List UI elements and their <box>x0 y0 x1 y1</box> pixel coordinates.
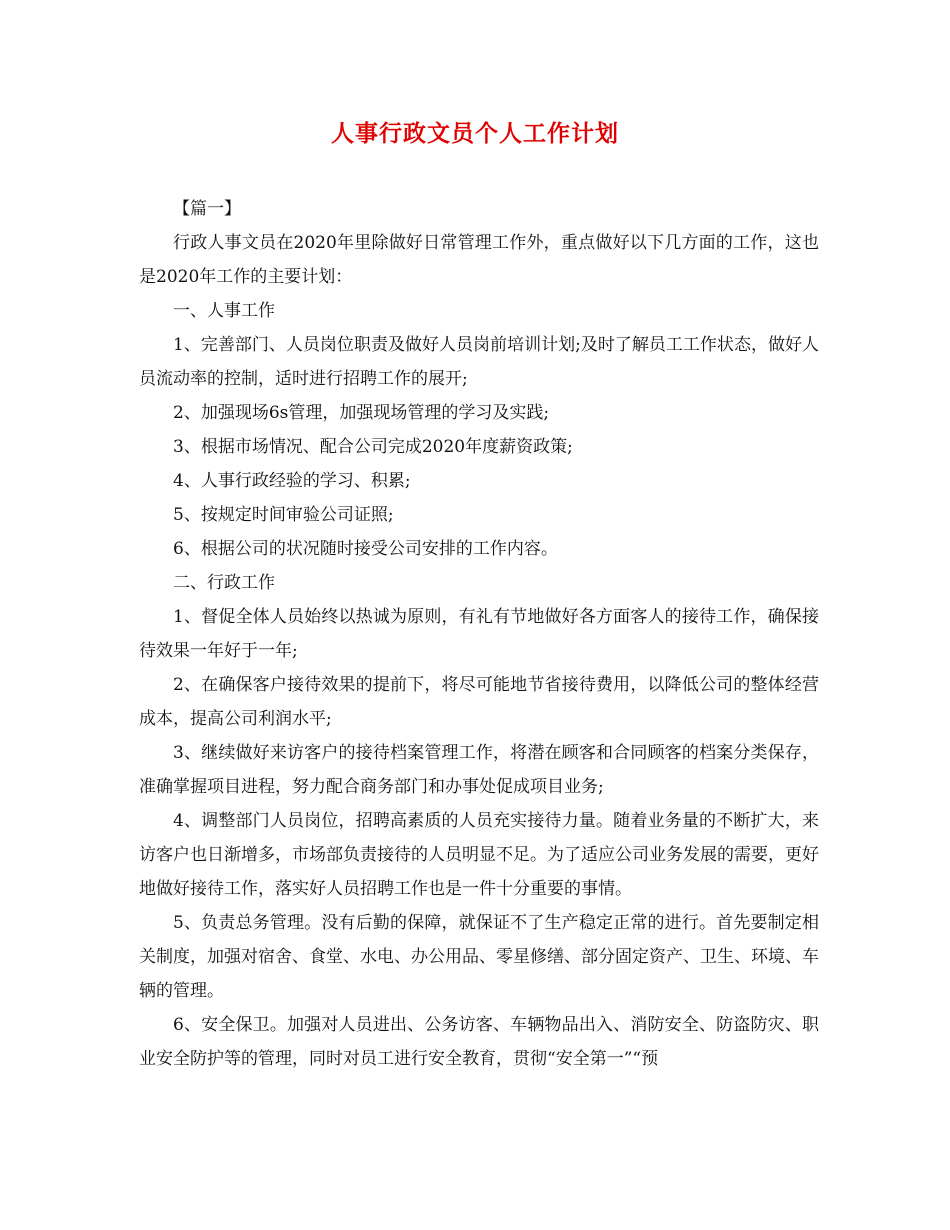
document-body <box>139 192 819 1076</box>
list-item: 5、按规定时间审验公司证照; <box>173 505 394 525</box>
intro-paragraph: 行政人事文员在2020年里除做好日常管理工作外，重点做好以下几方面的工作，这也是2020年工作的主要计划： <box>139 233 819 287</box>
list-item: 2、加强现场6s管理，加强现场管理的学习及实践; <box>173 403 550 423</box>
section-label: 【篇一】 <box>173 199 241 219</box>
list-item: 6、根据公司的状况随时接受公司安排的工作内容。 <box>173 539 558 559</box>
list-item: 1、完善部门、人员岗位职责及做好人员岗前培训计划;及时了解员工工作状态，做好人员流动率的控制，适时进行招聘工作的展开; <box>139 335 819 389</box>
list-item: 2、在确保客户接待效果的提前下，将尽可能地节省接待费用，以降低公司的整体经营成本，提高公司利润水平; <box>139 675 819 729</box>
list-item: 6、安全保卫。加强对人员进出、公务访客、车辆物品出入、消防安全、防盗防灾、职业安全防护等的管理，同时对员工进行安全教育，贯彻“安全第一”“预 <box>139 1015 819 1069</box>
list-item: 1、督促全体人员始终以热诚为原则，有礼有节地做好各方面客人的接待工作，确保接待效果一年好于一年; <box>139 607 819 661</box>
section-heading-personnel: 一、人事工作 <box>173 301 275 321</box>
list-item: 3、根据市场情况、配合公司完成2020年度薪资政策; <box>173 437 573 457</box>
list-item: 4、人事行政经验的学习、积累; <box>173 471 411 491</box>
list-item: 3、继续做好来访客户的接待档案管理工作，将潜在顾客和合同顾客的档案分类保存，准确掌握项目进程，努力配合商务部门和办事处促成项目业务; <box>139 743 819 797</box>
list-item: 4、调整部门人员岗位，招聘高素质的人员充实接待力量。随着业务量的不断扩大，来访客户也日渐增多，市场部负责接待的人员明显不足。为了适应公司业务发展的需要，更好地做好接待工作，落实好人员招聘工作也是一件十分重要的事情。 <box>139 811 819 899</box>
list-item: 5、负责总务管理。没有后勤的保障，就保证不了生产稳定正常的进行。首先要制定相关制度，加强对宿舍、食堂、水电、办公用品、零星修缮、部分固定资产、卫生、环境、车辆的管理。 <box>139 913 819 1001</box>
section-heading-administration: 二、行政工作 <box>173 573 275 593</box>
document-title: 人事行政文员个人工作计划 <box>331 120 619 147</box>
